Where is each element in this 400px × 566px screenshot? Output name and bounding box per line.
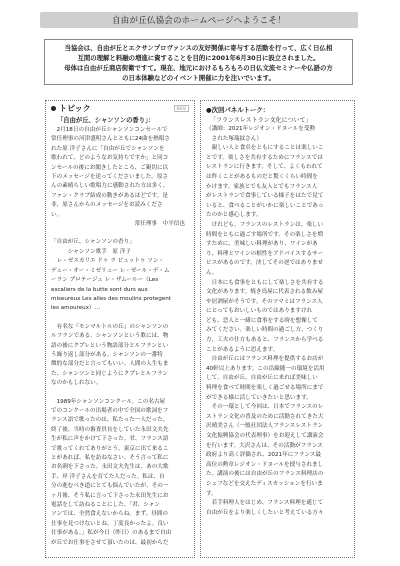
text-line: 仕事を見つけないとね。丁度良かったよ。良い	[51, 520, 169, 527]
text-line: 下のメッセージを送ってくださいました。原さ	[51, 174, 169, 181]
text-line: みてください。楽しい時間の過ごし方、つくり	[206, 327, 324, 334]
text-line: 高位の勲章レジオン・ドヌールを授与されまし	[206, 461, 324, 468]
text-line: た、シャンソンと同じようにクプレとルフラン	[51, 370, 169, 377]
text-line: 親しい人と食卓をともにすることは楽しいこ	[206, 145, 324, 152]
topic-column	[45, 100, 195, 558]
text-line: ソンでは、全然食えないからね。まず、昼間の	[51, 511, 169, 518]
topic-paragraph	[51, 323, 189, 389]
text-line: を行います。大沢さんは、その活動がフランス	[206, 442, 323, 449]
text-line: les amoureux）…	[51, 305, 101, 312]
panel-paragraph	[206, 403, 349, 499]
text-line: 若手料理人をはじめ、フランス料理を通じて	[206, 500, 324, 507]
text-line: んの素晴らしい歌唱力に感動された方は多く、	[51, 183, 169, 190]
text-line: ができる様に活していきたいと思います。	[206, 394, 312, 401]
topic-header	[51, 103, 189, 114]
panel-paragraph	[206, 279, 349, 356]
intro-line: 母体は自由が丘商店街衛ですて。現在、地元におけるもろもろの日仏文流セミナーや仏語の方	[64, 64, 333, 72]
text-line: して、自由が丘、自由が丘に来れば美味しい	[206, 375, 318, 382]
association-intro-box	[44, 39, 353, 85]
text-line: ヶ月後、そう私に言って下さった永田先生にお	[51, 492, 169, 499]
text-line: いると、食べることがいかに楽しいことであっ	[206, 202, 324, 209]
text-line: ん。	[206, 269, 218, 276]
intro-line: 互間の理解と料融の増進に資することを目的に2001年6月30日に設立されました。	[77, 54, 320, 62]
panel-talk-column	[200, 100, 355, 558]
text-line: 自由が丘にはフランス料理を提供するお店が	[206, 356, 324, 363]
song-quote	[51, 238, 189, 313]
panel-paragraph	[206, 221, 349, 279]
text-line: 自由が丘をより楽しくしたいと考えている方々	[206, 509, 324, 516]
text-line: 日本にも食事をともにして楽しさを共有する	[206, 279, 324, 286]
text-line: 40軒以上あります。この沿線随一の環境を活用	[206, 365, 325, 372]
text-line: がレストランで食事している様子をはたで見て	[206, 193, 324, 200]
text-line: ファン・クラブ結成の動きがあるほどです。是	[51, 192, 168, 199]
text-line: 「自由が丘、シャンソンの香り」	[51, 239, 135, 246]
new-badge: NEW	[174, 105, 189, 112]
text-line: ことがあるように思えます。	[206, 346, 279, 353]
text-line: ども、恋人と一緒に食事をする時を想像して	[206, 317, 318, 324]
text-line: お名刺を下さった。永田文夫先生は、あの大歌	[51, 464, 169, 471]
welcome-banner	[40, 12, 358, 28]
text-line: で歌ってくれてありがとう。東京に出て来るこ	[51, 445, 169, 452]
text-line: い。	[51, 211, 63, 218]
text-line: 徴的な部分だと言ってもいい。人間の人生もま	[51, 361, 169, 368]
topic-subtitle: 「自由が丘、シャンソンの香り」：	[57, 117, 155, 124]
text-line: ビスがあるのです。決してその逆ではありませ	[206, 260, 324, 267]
intro-line: の日本体験などのイベント開催に力を注いでいます。	[122, 74, 275, 82]
text-line: シャンソン歌手 原 洋子	[51, 248, 131, 255]
text-line: escaliers de la butte sont durs aux	[51, 286, 148, 293]
text-line: す。	[206, 490, 217, 497]
text-line: 手、岸 洋子さんを育てた人だった。私は、自	[51, 473, 165, 480]
text-line: 政府より高く評価され、2021年にフランス最	[206, 452, 322, 459]
signature: 常任理事 中平信也	[134, 221, 185, 228]
text-line: たのかと感心します。	[206, 212, 262, 219]
panel-paragraph	[206, 499, 349, 518]
text-line: 有名な『モンマルトルの丘』のシャンソンの	[51, 323, 169, 330]
topic-title: トピック	[59, 104, 91, 113]
text-line: 1989年シャンソンコンクール。この名古屋	[51, 398, 166, 405]
text-line: とです。楽しさを共有するためにフランスでは	[206, 154, 323, 161]
text-line: 常任理事の河津盛明さんとともに24曲を熱唱さ	[51, 136, 170, 143]
text-line: とがあれば、私を訪ねなさい。そう言って私に	[51, 455, 169, 461]
text-line: 文化があります。焼き鳥屋に代表される飲み屋	[206, 289, 324, 296]
topic-paragraph	[51, 398, 189, 549]
intro-line: 当協会は、自由が丘とエクサンプロヴァンスの友好関係に寄与する活動を行って、広く日仏相	[64, 44, 333, 52]
text-line: 分の進むべき道にとても悩んでいたが、その一	[51, 483, 169, 490]
text-line: ストラン文化の普及のために活動されてきた大	[206, 413, 324, 420]
text-line: その一環として今回は、日本でフランスのレ	[206, 404, 324, 411]
text-line: れた原 洋子さんに「自由が丘でシャンソンを	[51, 145, 165, 152]
text-line: 方、工夫の仕方もあると、フランスから学べる	[206, 337, 324, 344]
text-line: が丘でお仕事をさせて頂いたのは、最初からだ	[51, 539, 169, 546]
text-line: ンセールの後にお聞きしたところ、ご親切に以	[51, 164, 169, 171]
panel-talk-title: 「フランスレストラン文化について」	[210, 117, 312, 124]
text-line: ーラン プロテージュ レ・ザムールー（Les	[51, 277, 159, 284]
text-line: シェフなどを交えたディスカッションを行いま	[206, 480, 323, 487]
text-line: レストランに行きます。そして、よくもわれて	[206, 164, 323, 171]
text-line: ルフランである。シャンソンという歌には、物	[51, 333, 169, 340]
text-line: 沢晴美さん（一般社団法人フランスレストラン	[206, 423, 324, 430]
text-line: 文化振興協会の代表理事）をお迎えして講演会	[206, 433, 324, 439]
text-line: レ・ゼスカリエ ドゥ ラ ビュットゥ ソン・	[51, 258, 165, 265]
text-line: デュー・オー・ミゼリュー レ・ゼール・デ・ム	[51, 267, 170, 274]
text-line: miseureux Les ailes des moulins protegent	[51, 295, 171, 302]
text-line: た。講演の後には自由が丘のフランス料理店の	[206, 471, 324, 478]
text-line: なのかもしれない。	[51, 380, 102, 387]
text-line: 時間をともに過ごす場所です。その楽しさを増	[206, 231, 324, 238]
panel-talk-heading: ●次回パネルトーク：	[206, 106, 270, 114]
text-line: 歌われて、どのようなお気持ちですか」と同コ	[51, 155, 169, 162]
text-line: う繰り返し部分がある。シャンソンの一番特	[51, 351, 163, 358]
text-line: 語の後にクプレという物語部分とルフランとい	[51, 342, 169, 349]
banner-title: 自由が丘仏協会のホームページへようこそ！	[112, 16, 286, 26]
panel-paragraph	[206, 125, 349, 221]
text-line: 仕事がある。」私が今日（昨日）のあるまで自由	[51, 530, 172, 537]
text-line: けれども、フランスのレストランは、楽しい	[206, 221, 324, 228]
text-line: 非、原さんからのメッセージをお読みくださ	[51, 202, 163, 209]
text-line: や居酒屋がそうです。そのツマミはフランス人	[206, 298, 323, 305]
bullet-icon	[51, 106, 56, 111]
topic-paragraph	[51, 126, 189, 220]
text-line: （講師：2021年レジオン・ドヌールを受勲	[206, 126, 316, 132]
text-line: は昨くことがあるものだと驚くくらい時間を	[206, 173, 318, 180]
text-line: 電話をして訪ねることにした。「君、シャン	[51, 502, 160, 509]
panel-paragraph	[206, 355, 349, 403]
text-line: すために、美味しい料理があり、ワインがあ	[206, 241, 318, 248]
text-line: 生が私に声をかけて下さった。君、フランス語	[51, 436, 169, 443]
text-line: 料理を食べて時間を楽しく過ごせる場所にまで	[206, 385, 324, 392]
text-line: でのコンクールの出場者の中で全国の歌詞をフ	[51, 407, 169, 414]
text-line: にとってもおいしいものではありますけれ	[206, 308, 313, 315]
text-line: 2月18日の自由が丘シャンソンコンセールで	[51, 127, 168, 133]
text-line: ランス語で歌ったのは、私たった一人だった。	[51, 417, 169, 424]
text-line: された塚瑞紋さん）	[206, 135, 262, 142]
text-line: り、料理とワインの相性をアドバイスするサー	[206, 250, 324, 257]
text-line: かけます。家族とでも友人とでもフランス人	[206, 183, 318, 190]
text-line: 終了後、当時の審査員長をしていた永田文夫先	[51, 426, 169, 433]
